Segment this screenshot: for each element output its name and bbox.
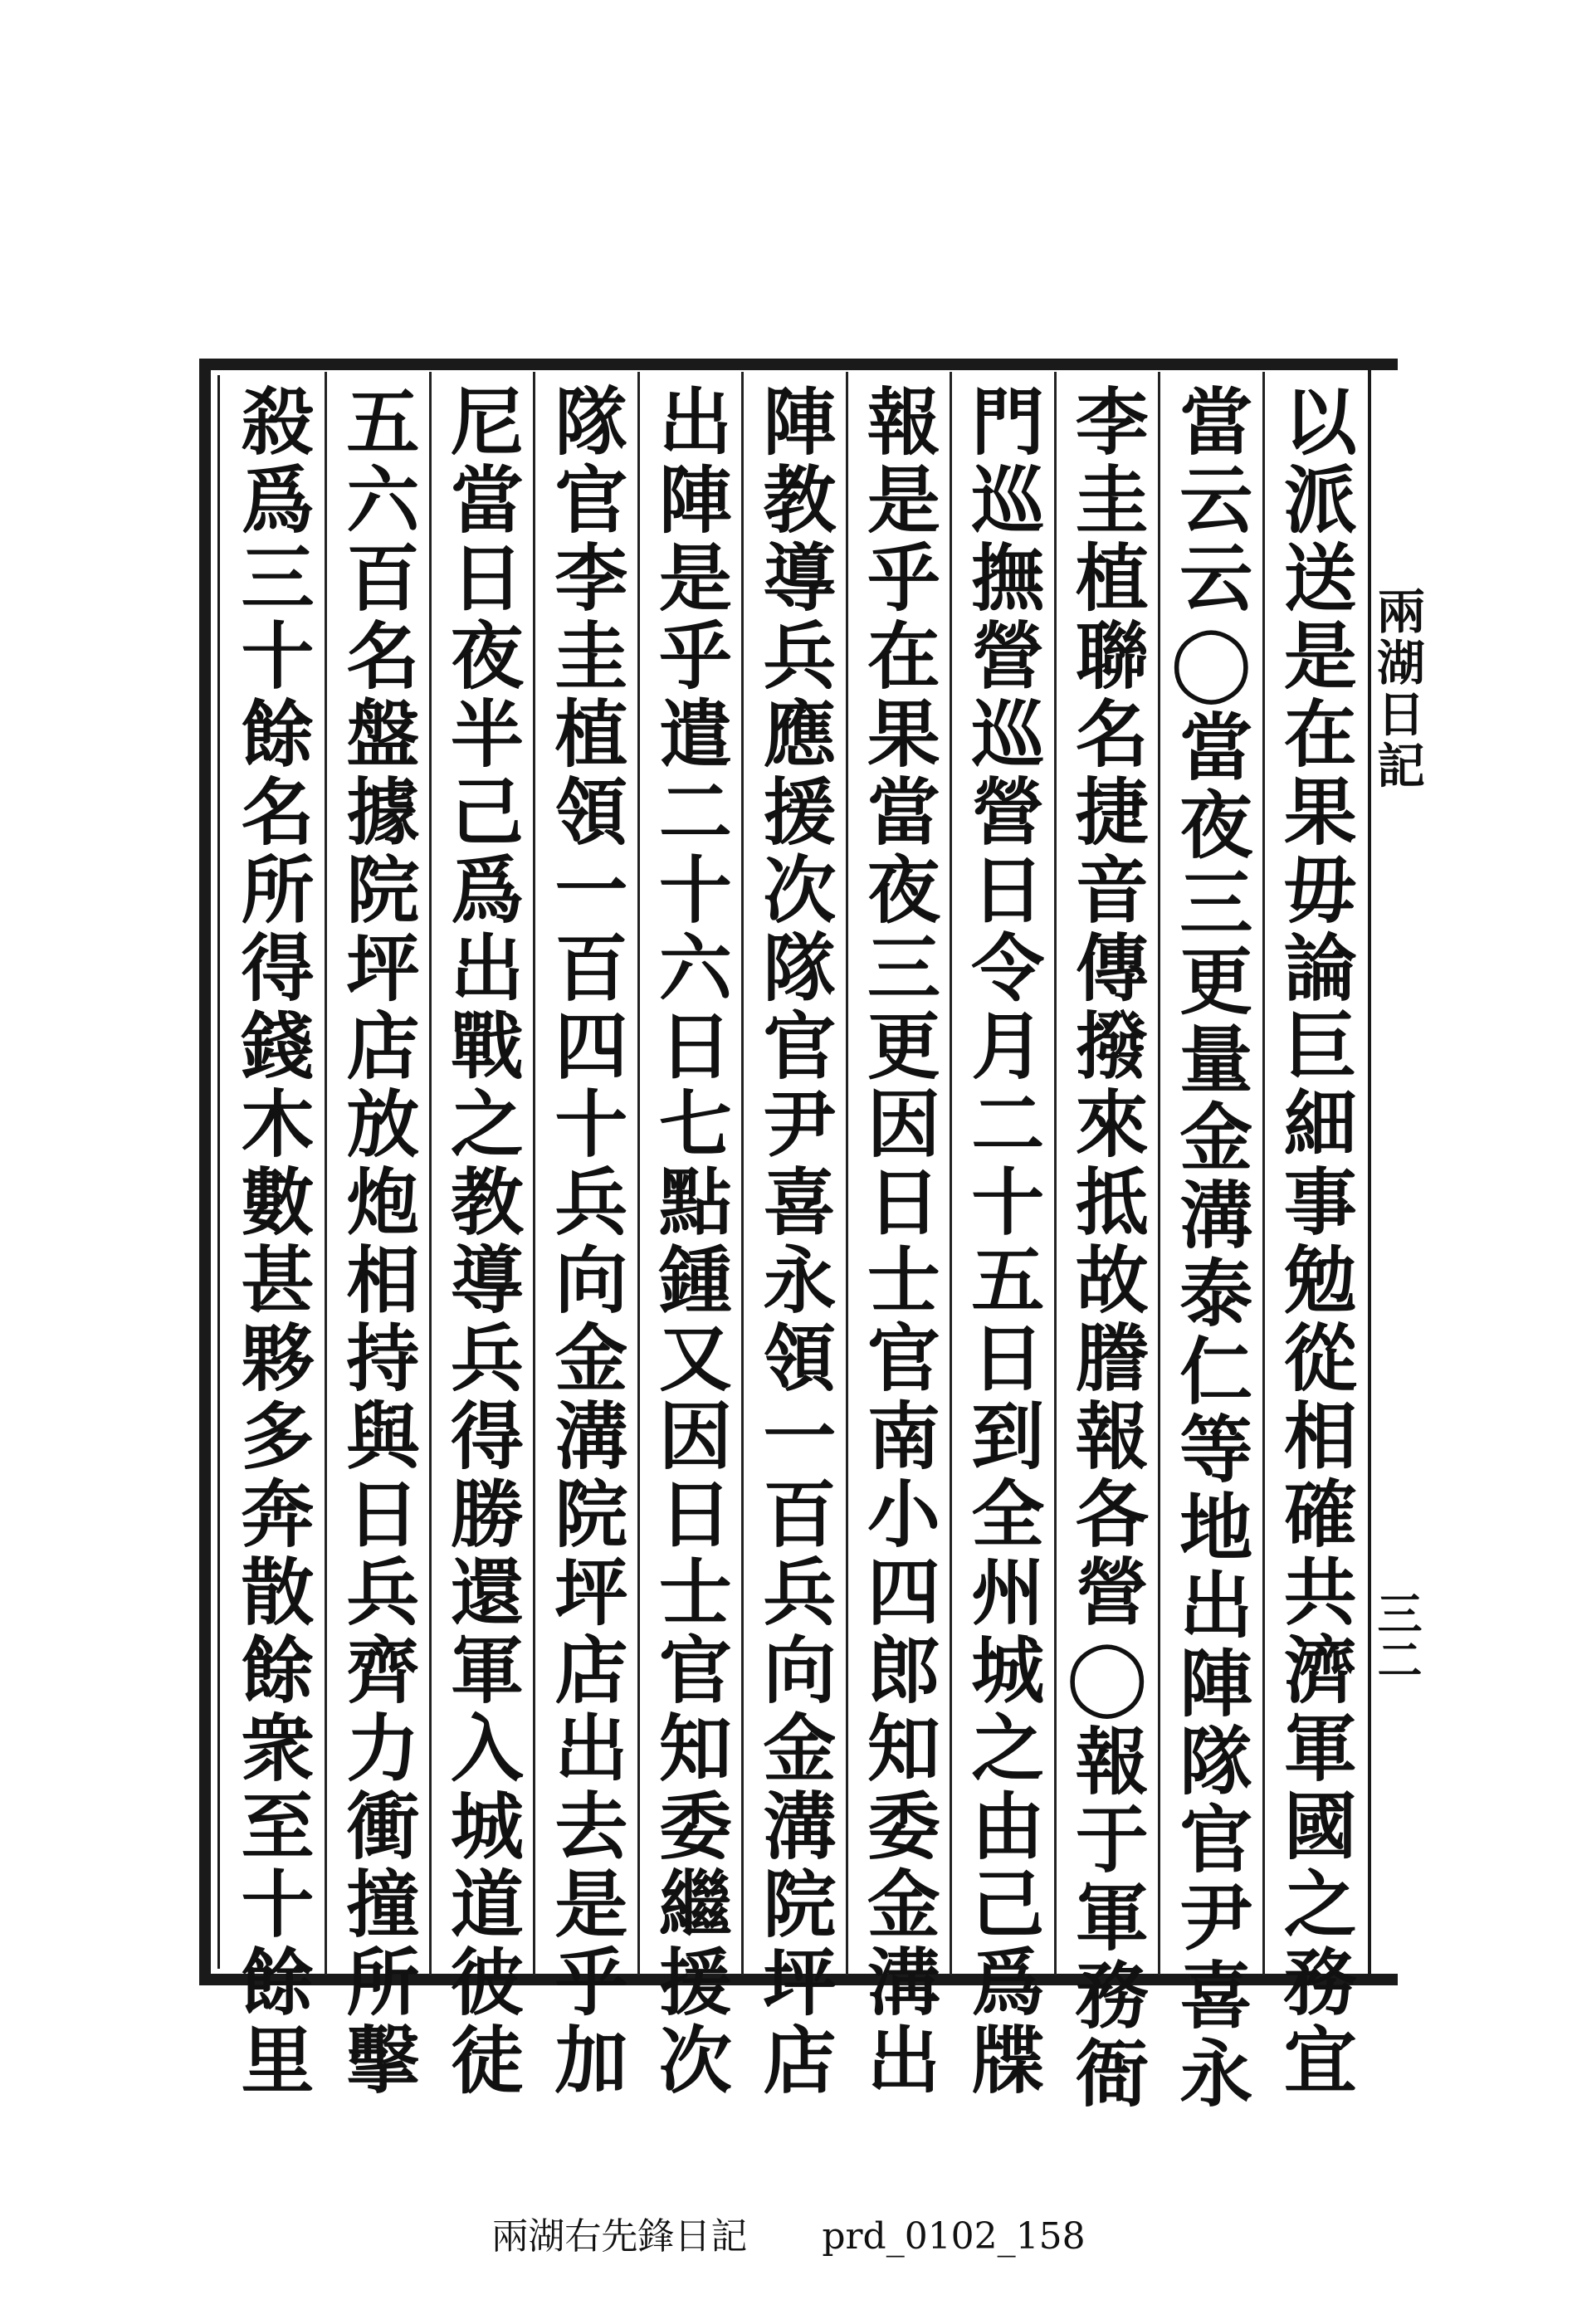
column-text: 門巡撫營巡營日令月二十五日到全州城之由己爲牒: [959, 383, 1047, 2100]
page-footer: [0, 2206, 1577, 2259]
column-text: 以派送是在果毋論巨細事勉從相確共濟軍國之務宜: [1272, 383, 1359, 2100]
column-text: 出陣是乎遣二十六日七點鍾又因日士官知委繼援次: [647, 383, 734, 2100]
column-text: 陣教導兵應援次隊官尹喜永領一百兵向金溝院坪店: [751, 383, 838, 2100]
page-spine: [1368, 370, 1425, 1974]
column-text: 當云云◯當夜三更量金溝泰仁等地出陣隊官尹喜永: [1168, 383, 1255, 2113]
spine-title: 兩湖日記: [1369, 586, 1425, 792]
column-text: 五六百名盤據院坪店放炮相持與日兵齊力衝撞所擊: [334, 383, 422, 2100]
column-text: 隊官李圭植領一百四十兵向金溝院坪店出去是乎加: [543, 383, 630, 2100]
text-column: [429, 372, 533, 2100]
text-column: [1054, 372, 1158, 2113]
column-text: 殺爲三十餘名所得錢木數甚夥多奔散餘衆至十餘里: [229, 383, 316, 2100]
column-text: 李圭植聯名捷音傳撥來抵故謄報各營◯報于軍務衙: [1063, 383, 1150, 2113]
text-columns: [221, 372, 1366, 2113]
text-column: [637, 372, 741, 2100]
text-column: [325, 372, 428, 2100]
text-column: [533, 372, 637, 2100]
text-column: [846, 372, 950, 2100]
text-column: [950, 372, 1053, 2100]
text-column: [221, 372, 325, 2100]
column-text: 報是乎在果當夜三更因日士官南小四郎知委金溝出: [855, 383, 942, 2100]
footer-image-code: prd_0102_158: [822, 2215, 1086, 2258]
text-column: [1158, 372, 1262, 2113]
footer-book-title: 兩湖右先鋒日記: [491, 2215, 748, 2258]
column-text: 尼當日夜半己爲出戰之教導兵得勝還軍入城道彼徒: [438, 383, 525, 2100]
text-column: [1262, 372, 1366, 2100]
text-column: [741, 372, 845, 2100]
spine-page-number: 三二: [1370, 1590, 1423, 1683]
